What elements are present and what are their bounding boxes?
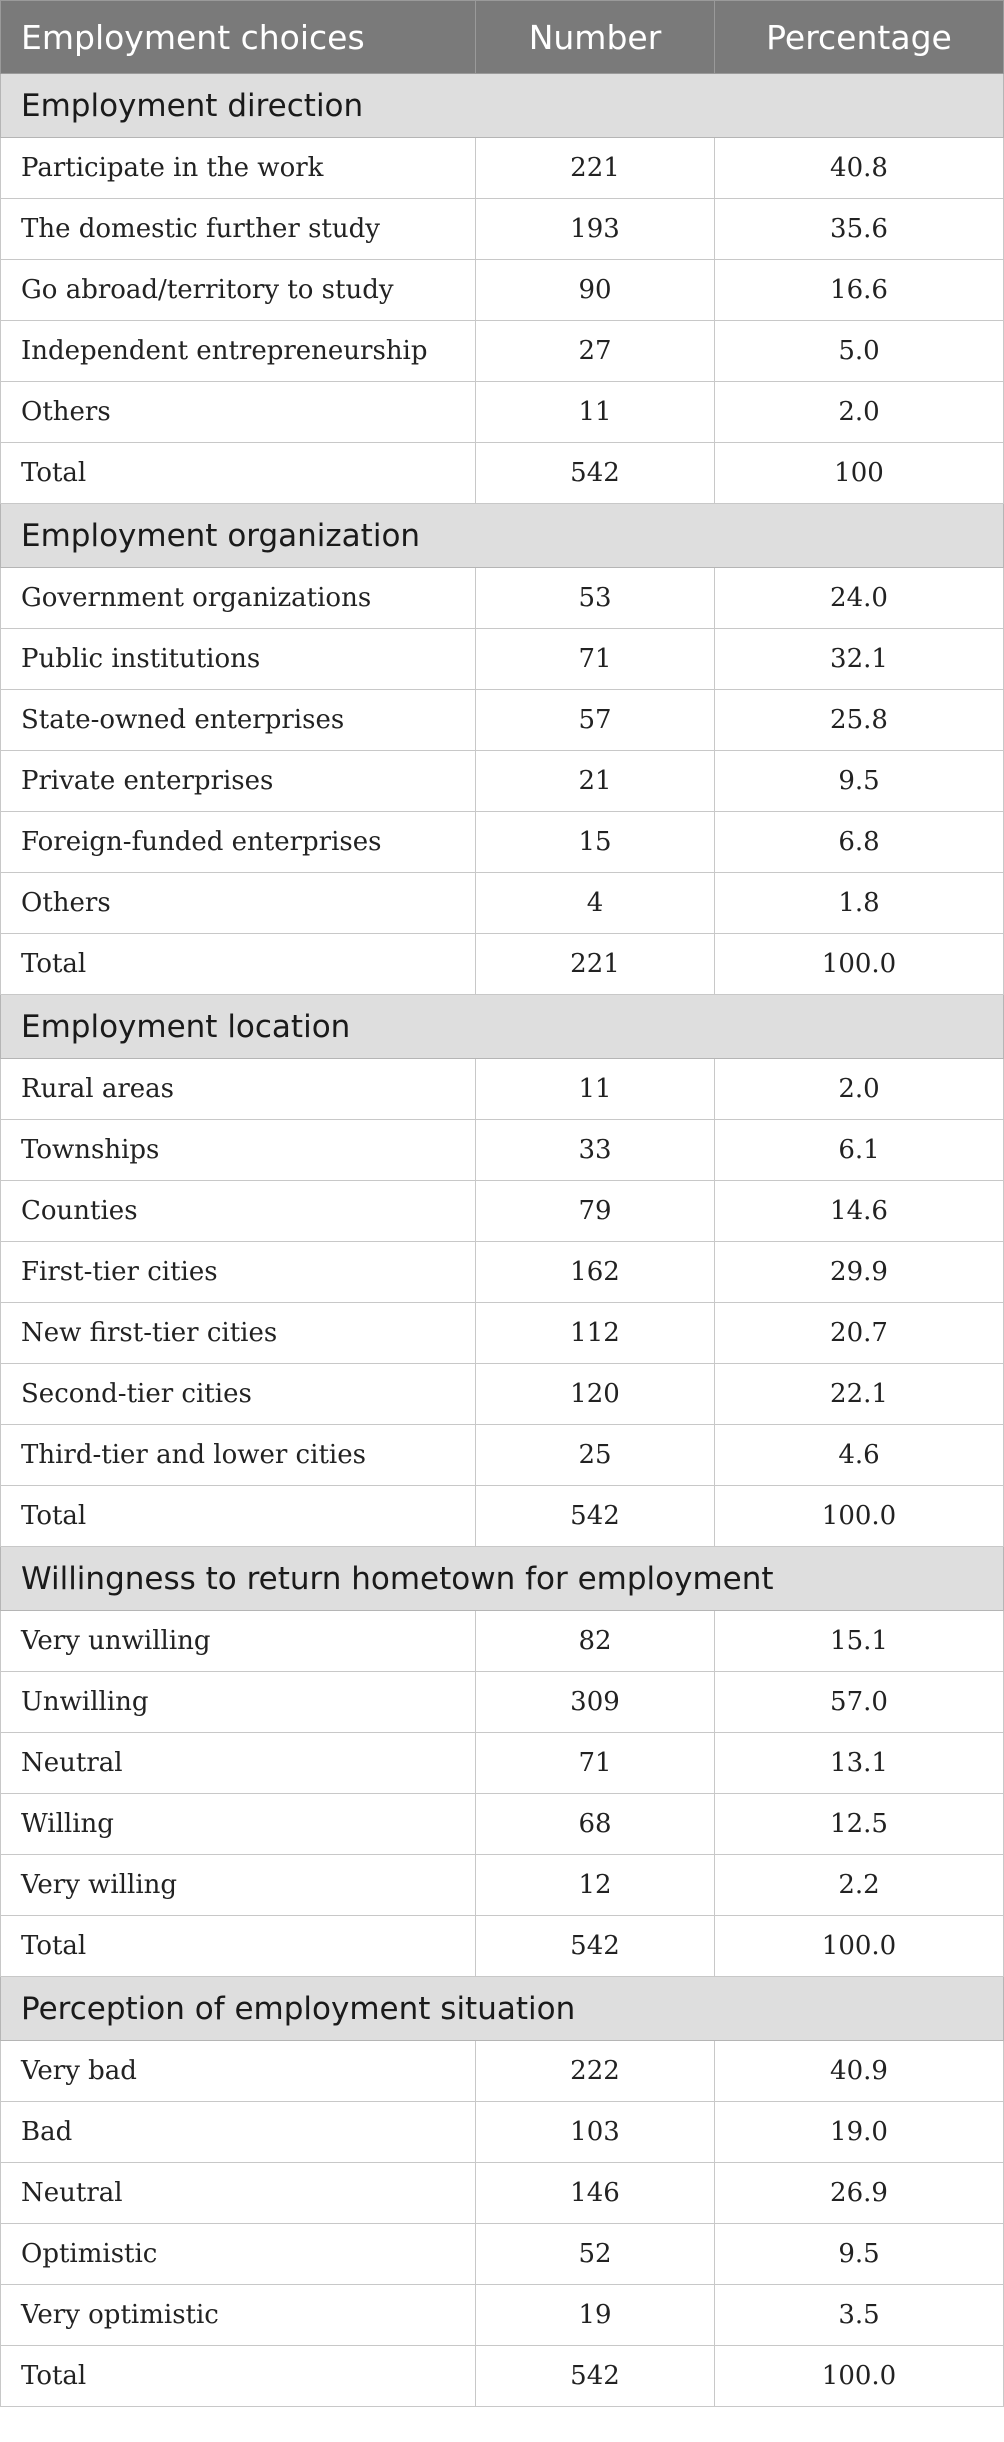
table-row bbox=[1, 443, 1004, 504]
header-percentage: Percentage bbox=[715, 1, 1004, 74]
section-row bbox=[1, 1547, 1004, 1611]
table-row bbox=[1, 690, 1004, 751]
row-label: Others bbox=[1, 382, 476, 443]
table-row bbox=[1, 2285, 1004, 2346]
table-row bbox=[1, 199, 1004, 260]
row-percentage: 2.0 bbox=[715, 382, 1004, 443]
row-label: Third-tier and lower cities bbox=[1, 1425, 476, 1486]
table-row bbox=[1, 568, 1004, 629]
row-percentage: 19.0 bbox=[715, 2102, 1004, 2163]
table-row bbox=[1, 260, 1004, 321]
row-percentage: 16.6 bbox=[715, 260, 1004, 321]
row-percentage: 9.5 bbox=[715, 2224, 1004, 2285]
row-label: Bad bbox=[1, 2102, 476, 2163]
row-label: Neutral bbox=[1, 1733, 476, 1794]
row-label: Public institutions bbox=[1, 629, 476, 690]
row-percentage: 6.8 bbox=[715, 812, 1004, 873]
row-percentage: 20.7 bbox=[715, 1303, 1004, 1364]
row-number: 15 bbox=[476, 812, 715, 873]
header-number: Number bbox=[476, 1, 715, 74]
row-number: 71 bbox=[476, 1733, 715, 1794]
section-title: Employment organization bbox=[1, 504, 1004, 568]
row-label: Go abroad/territory to study bbox=[1, 260, 476, 321]
row-number: 4 bbox=[476, 873, 715, 934]
table-row bbox=[1, 1425, 1004, 1486]
row-label: Very optimistic bbox=[1, 2285, 476, 2346]
row-number: 52 bbox=[476, 2224, 715, 2285]
table-row bbox=[1, 629, 1004, 690]
table-row bbox=[1, 1672, 1004, 1733]
row-percentage: 26.9 bbox=[715, 2163, 1004, 2224]
row-percentage: 25.8 bbox=[715, 690, 1004, 751]
row-number: 33 bbox=[476, 1120, 715, 1181]
table-row bbox=[1, 1611, 1004, 1672]
row-percentage: 100 bbox=[715, 443, 1004, 504]
row-number: 19 bbox=[476, 2285, 715, 2346]
row-label: State-owned enterprises bbox=[1, 690, 476, 751]
table-row bbox=[1, 873, 1004, 934]
row-number: 542 bbox=[476, 2346, 715, 2407]
row-number: 193 bbox=[476, 199, 715, 260]
table-row bbox=[1, 2041, 1004, 2102]
table-row bbox=[1, 2346, 1004, 2407]
row-number: 25 bbox=[476, 1425, 715, 1486]
row-percentage: 24.0 bbox=[715, 568, 1004, 629]
table-row bbox=[1, 1303, 1004, 1364]
row-percentage: 100.0 bbox=[715, 934, 1004, 995]
section-title: Perception of employment situation bbox=[1, 1977, 1004, 2041]
row-percentage: 14.6 bbox=[715, 1181, 1004, 1242]
row-number: 79 bbox=[476, 1181, 715, 1242]
table-row bbox=[1, 1486, 1004, 1547]
row-percentage: 40.8 bbox=[715, 138, 1004, 199]
row-label: Foreign-funded enterprises bbox=[1, 812, 476, 873]
table-row bbox=[1, 751, 1004, 812]
row-label: Independent entrepreneurship bbox=[1, 321, 476, 382]
table-row bbox=[1, 2224, 1004, 2285]
row-number: 222 bbox=[476, 2041, 715, 2102]
row-percentage: 100.0 bbox=[715, 2346, 1004, 2407]
header-row bbox=[1, 1, 1004, 74]
row-percentage: 3.5 bbox=[715, 2285, 1004, 2346]
row-label: Unwilling bbox=[1, 1672, 476, 1733]
section-title: Willingness to return hometown for employment bbox=[1, 1547, 1004, 1611]
table-row bbox=[1, 812, 1004, 873]
row-percentage: 4.6 bbox=[715, 1425, 1004, 1486]
table-row bbox=[1, 138, 1004, 199]
section-title: Employment location bbox=[1, 995, 1004, 1059]
row-percentage: 35.6 bbox=[715, 199, 1004, 260]
table-row bbox=[1, 1733, 1004, 1794]
row-number: 112 bbox=[476, 1303, 715, 1364]
row-percentage: 40.9 bbox=[715, 2041, 1004, 2102]
table-row bbox=[1, 934, 1004, 995]
row-number: 120 bbox=[476, 1364, 715, 1425]
row-number: 221 bbox=[476, 138, 715, 199]
row-percentage: 6.1 bbox=[715, 1120, 1004, 1181]
row-label: Second-tier cities bbox=[1, 1364, 476, 1425]
table-row bbox=[1, 1059, 1004, 1120]
row-number: 71 bbox=[476, 629, 715, 690]
row-number: 542 bbox=[476, 443, 715, 504]
table-row bbox=[1, 1120, 1004, 1181]
row-number: 21 bbox=[476, 751, 715, 812]
table-row bbox=[1, 2163, 1004, 2224]
row-label: The domestic further study bbox=[1, 199, 476, 260]
row-percentage: 5.0 bbox=[715, 321, 1004, 382]
row-label: Counties bbox=[1, 1181, 476, 1242]
row-label: Government organizations bbox=[1, 568, 476, 629]
header-employment-choices: Employment choices bbox=[1, 1, 476, 74]
row-label: Total bbox=[1, 934, 476, 995]
row-label: Willing bbox=[1, 1794, 476, 1855]
row-number: 221 bbox=[476, 934, 715, 995]
table-row bbox=[1, 2102, 1004, 2163]
row-percentage: 13.1 bbox=[715, 1733, 1004, 1794]
row-number: 68 bbox=[476, 1794, 715, 1855]
row-percentage: 32.1 bbox=[715, 629, 1004, 690]
row-percentage: 57.0 bbox=[715, 1672, 1004, 1733]
row-label: Total bbox=[1, 443, 476, 504]
row-percentage: 1.8 bbox=[715, 873, 1004, 934]
row-percentage: 15.1 bbox=[715, 1611, 1004, 1672]
row-number: 11 bbox=[476, 382, 715, 443]
row-percentage: 100.0 bbox=[715, 1916, 1004, 1977]
row-label: Others bbox=[1, 873, 476, 934]
table-header bbox=[1, 1, 1004, 74]
row-label: Rural areas bbox=[1, 1059, 476, 1120]
row-label: New first-tier cities bbox=[1, 1303, 476, 1364]
row-number: 309 bbox=[476, 1672, 715, 1733]
table-body bbox=[1, 74, 1004, 2407]
row-number: 82 bbox=[476, 1611, 715, 1672]
row-percentage: 22.1 bbox=[715, 1364, 1004, 1425]
row-number: 27 bbox=[476, 321, 715, 382]
row-percentage: 2.2 bbox=[715, 1855, 1004, 1916]
row-number: 57 bbox=[476, 690, 715, 751]
row-label: Very bad bbox=[1, 2041, 476, 2102]
table-row bbox=[1, 1181, 1004, 1242]
row-percentage: 100.0 bbox=[715, 1486, 1004, 1547]
row-percentage: 12.5 bbox=[715, 1794, 1004, 1855]
row-label: Optimistic bbox=[1, 2224, 476, 2285]
row-label: Total bbox=[1, 1916, 476, 1977]
row-percentage: 9.5 bbox=[715, 751, 1004, 812]
table-row bbox=[1, 1364, 1004, 1425]
row-number: 103 bbox=[476, 2102, 715, 2163]
row-label: Participate in the work bbox=[1, 138, 476, 199]
row-number: 12 bbox=[476, 1855, 715, 1916]
row-label: Townships bbox=[1, 1120, 476, 1181]
table-row bbox=[1, 1855, 1004, 1916]
row-percentage: 29.9 bbox=[715, 1242, 1004, 1303]
row-number: 162 bbox=[476, 1242, 715, 1303]
row-label: First-tier cities bbox=[1, 1242, 476, 1303]
row-label: Very willing bbox=[1, 1855, 476, 1916]
row-percentage: 2.0 bbox=[715, 1059, 1004, 1120]
row-number: 146 bbox=[476, 2163, 715, 2224]
row-number: 90 bbox=[476, 260, 715, 321]
row-number: 542 bbox=[476, 1486, 715, 1547]
section-title: Employment direction bbox=[1, 74, 1004, 138]
table-row bbox=[1, 1242, 1004, 1303]
table-row bbox=[1, 1794, 1004, 1855]
row-label: Neutral bbox=[1, 2163, 476, 2224]
row-label: Private enterprises bbox=[1, 751, 476, 812]
table-row bbox=[1, 1916, 1004, 1977]
table-row bbox=[1, 321, 1004, 382]
section-row bbox=[1, 1977, 1004, 2041]
row-number: 11 bbox=[476, 1059, 715, 1120]
row-number: 542 bbox=[476, 1916, 715, 1977]
table-row bbox=[1, 382, 1004, 443]
row-number: 53 bbox=[476, 568, 715, 629]
section-row bbox=[1, 74, 1004, 138]
row-label: Total bbox=[1, 1486, 476, 1547]
row-label: Total bbox=[1, 2346, 476, 2407]
section-row bbox=[1, 995, 1004, 1059]
row-label: Very unwilling bbox=[1, 1611, 476, 1672]
section-row bbox=[1, 504, 1004, 568]
